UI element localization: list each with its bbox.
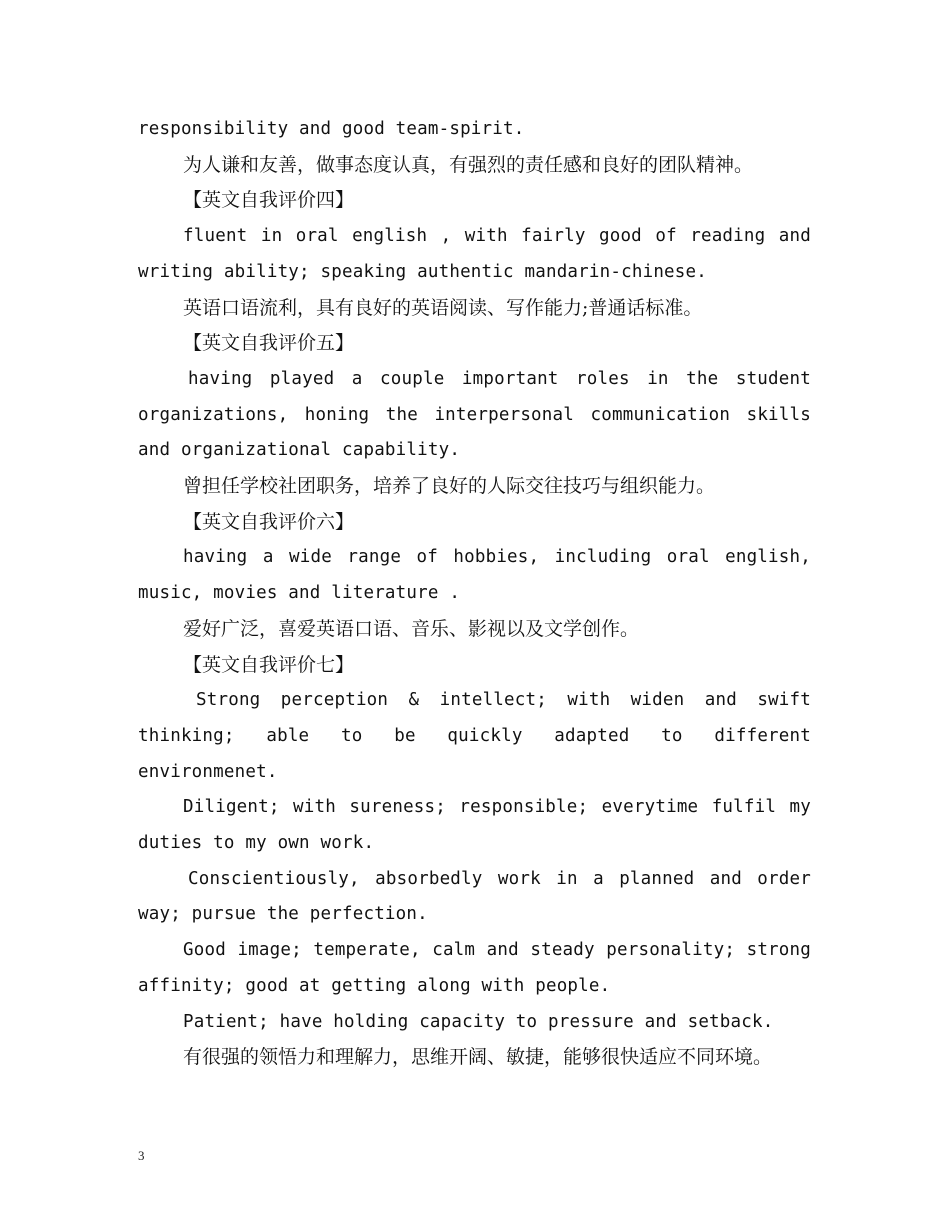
paragraph-en-7-1: Strong perception & intellect; with widen and swift thinking; able to be quickly adapted to different environmenet. <box>138 690 811 782</box>
paragraph-cn-7: 有很强的领悟力和理解力，思维开阔、敏捷，能够很快适应不同环境。 <box>183 1046 773 1069</box>
paragraph-cn-4: 英语口语流利，具有良好的英语阅读、写作能力;普通话标准。 <box>183 296 703 319</box>
paragraph-en-7-4: Good image; temperate, calm and steady personality; strong affinity; good at getting along with people. <box>138 940 811 996</box>
paragraph-cn-6: 爱好广泛，喜爱英语口语、音乐、影视以及文学创作。 <box>183 617 640 640</box>
paragraph-en-7-5: Patient; have holding capacity to pressure and setback. <box>183 1011 774 1032</box>
paragraph-cn-5: 曾担任学校社团职务，培养了良好的人际交往技巧与组织能力。 <box>183 475 716 498</box>
paragraph-continuation: responsibility and good team-spirit. <box>138 119 525 139</box>
paragraph-en-4: fluent in oral english , with fairly good of reading and writing ability; speaking authentic mandarin-chinese. <box>138 226 811 282</box>
section-heading-6: 【英文自我评价六】 <box>183 510 355 533</box>
page-content <box>138 112 811 1076</box>
paragraph-en-6: having a wide range of hobbies, including oral english, music, movies and literature . <box>138 547 811 604</box>
paragraph-en-7-2: Diligent; with sureness; responsible; everytime fulfil my duties to my own work. <box>138 797 811 854</box>
paragraph-en-7-3: Conscientiously, absorbedly work in a planned and order way; pursue the perfection. <box>138 868 811 925</box>
page-number: 3 <box>138 1148 145 1163</box>
section-heading-5: 【英文自我评价五】 <box>183 332 355 355</box>
section-heading-4: 【英文自我评价四】 <box>183 189 355 212</box>
paragraph-en-5: having played a couple important roles in the student organizations, honing the interpersonal communication skills and organizational capability. <box>138 368 811 461</box>
paragraph-cn-summary: 为人谦和友善，做事态度认真，有强烈的责任感和良好的团队精神。 <box>183 153 754 176</box>
section-heading-7: 【英文自我评价七】 <box>183 653 355 676</box>
